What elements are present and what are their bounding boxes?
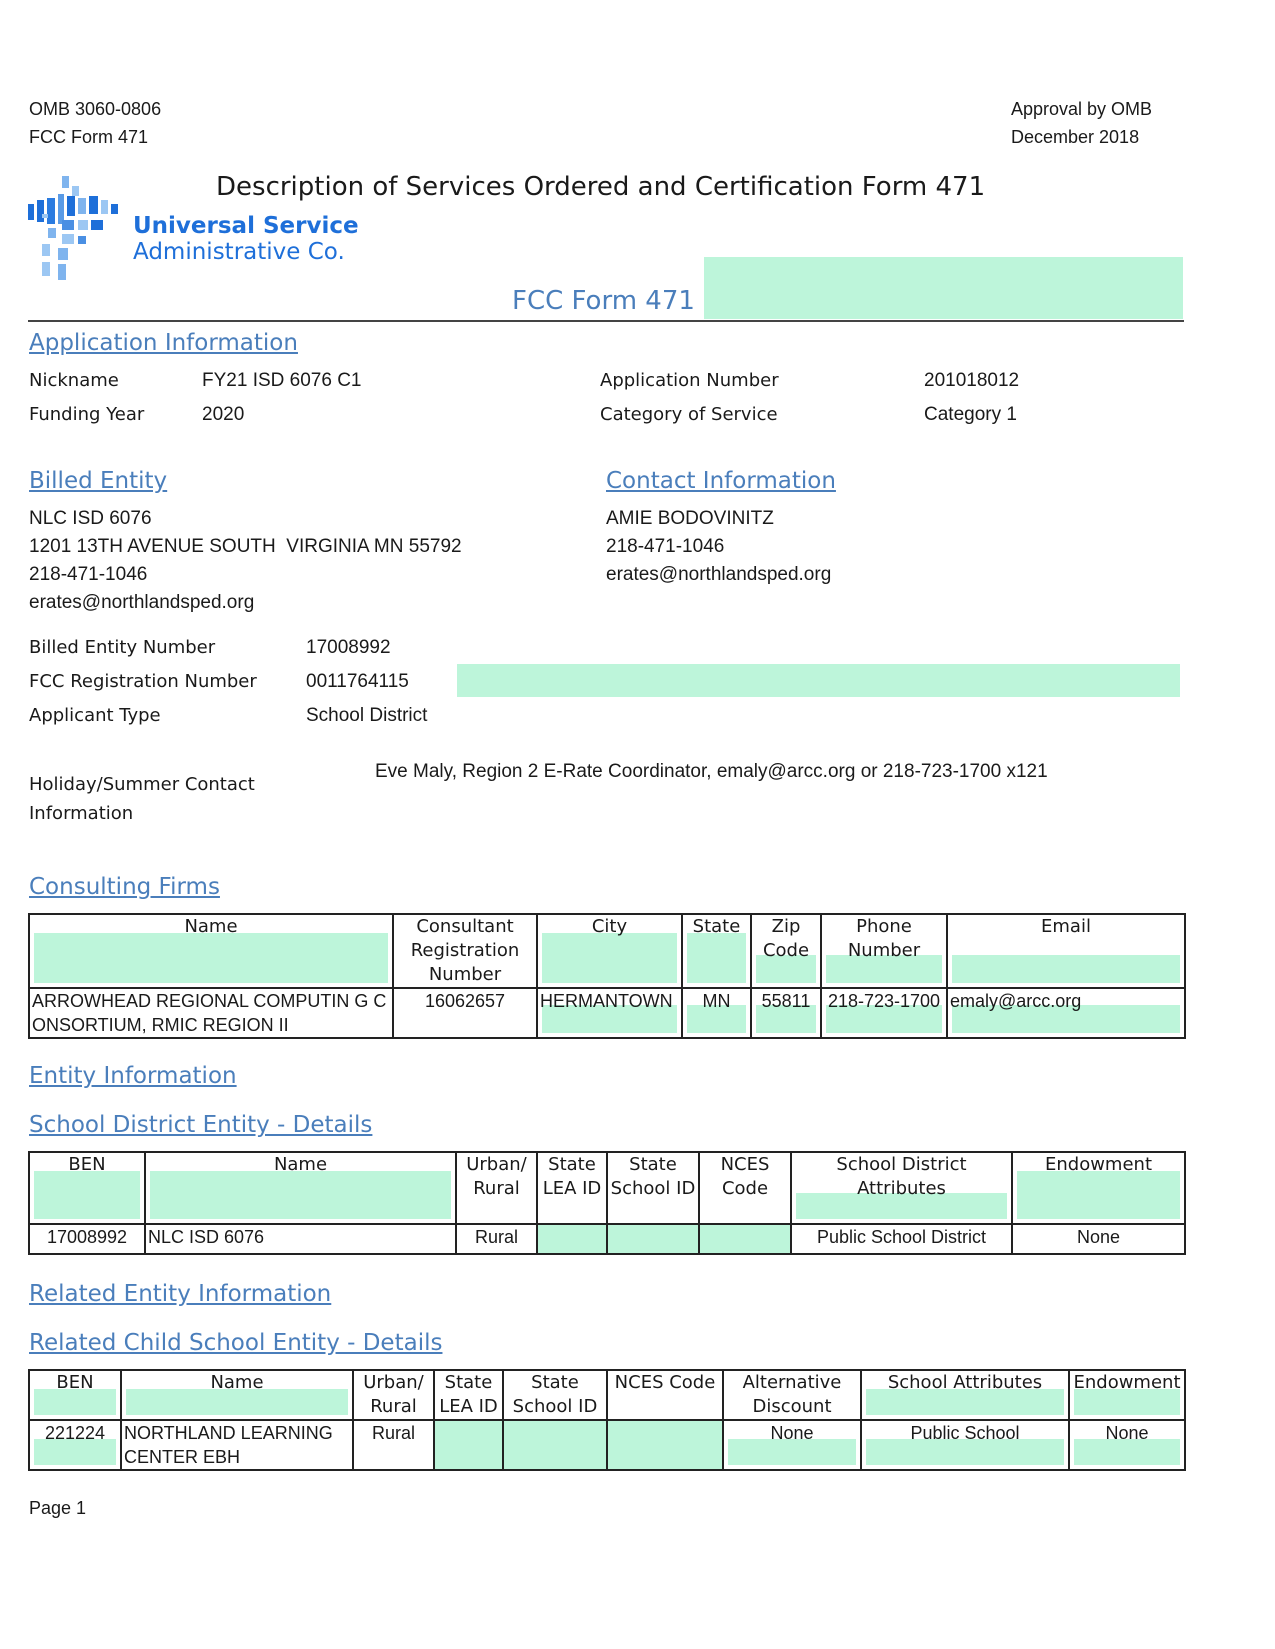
col-header-name: Name <box>29 914 393 988</box>
nickname-value: FY21 ISD 6076 C1 <box>202 370 362 391</box>
col-header-state: State <box>682 914 751 988</box>
entity-nces <box>699 1224 791 1254</box>
usac-logo-icon <box>28 176 120 280</box>
ben-value: 17008992 <box>306 637 391 658</box>
related-child-heading: Related Child School Entity - Details <box>29 1330 443 1356</box>
billed-entity-name: NLC ISD 6076 <box>29 508 152 529</box>
form-number: FCC Form 471 <box>29 127 149 147</box>
application-number-label: Application Number <box>600 370 779 391</box>
contact-heading: Contact Information <box>606 468 836 494</box>
col-header-name: Name <box>121 1370 353 1420</box>
col-header-attributes: School District Attributes <box>791 1152 1012 1224</box>
col-header-lea: State LEA ID <box>434 1370 503 1420</box>
col-header-email: Email <box>947 914 1185 988</box>
consultant-zip: 55811 <box>751 988 821 1038</box>
category-label: Category of Service <box>600 404 778 425</box>
page-title: Description of Services Ordered and Certification Form 471 <box>216 172 986 202</box>
related-heading: Related Entity Information <box>29 1281 332 1307</box>
applicant-type-label: Applicant Type <box>29 705 161 726</box>
consultant-reg: 16062657 <box>393 988 537 1038</box>
holiday-label-line2: Information <box>29 803 134 824</box>
related-ben: 221224 <box>29 1420 121 1470</box>
application-number-value: 201018012 <box>924 370 1020 391</box>
holiday-value: Eve Maly, Region 2 E-Rate Coordinator, emaly@arcc.org or 218-723-1700 x121 <box>375 761 1048 782</box>
applicant-type-value: School District <box>306 705 428 726</box>
nickname-label: Nickname <box>29 370 119 391</box>
logo-text-line2: Administrative Co. <box>133 239 345 265</box>
col-header-nces: NCES Code <box>699 1152 791 1224</box>
related-endowment: None <box>1069 1420 1185 1470</box>
consultant-state: MN <box>682 988 751 1038</box>
related-lea <box>434 1420 503 1470</box>
approval-date: December 2018 <box>1011 127 1140 147</box>
school-district-table <box>28 1151 1186 1255</box>
contact-email: erates@northlandsped.org <box>606 564 832 585</box>
form-subtitle: FCC Form 471 <box>512 286 695 316</box>
col-header-lea: State LEA ID <box>537 1152 607 1224</box>
entity-ben: 17008992 <box>29 1224 145 1254</box>
consultant-name: ARROWHEAD REGIONAL COMPUTIN G CONSORTIUM, RMIC REGION II <box>29 988 393 1038</box>
school-district-heading: School District Entity - Details <box>29 1112 373 1138</box>
consultant-city: HERMANTOWN <box>537 988 682 1038</box>
billed-entity-heading: Billed Entity <box>29 468 168 494</box>
col-header-school-id: State School ID <box>607 1152 699 1224</box>
billed-entity-email: erates@northlandsped.org <box>29 592 255 613</box>
fcc-reg-label: FCC Registration Number <box>29 671 257 692</box>
entity-school-id <box>607 1224 699 1254</box>
table-row <box>29 1224 1185 1254</box>
entity-attributes: Public School District <box>791 1224 1012 1254</box>
application-heading: Application Information <box>29 330 298 356</box>
consultant-phone: 218-723-1700 <box>821 988 947 1038</box>
col-header-ben: BEN <box>29 1152 145 1224</box>
table-row <box>29 988 1185 1038</box>
divider <box>28 320 1184 322</box>
consulting-table <box>28 913 1186 1039</box>
consulting-heading: Consulting Firms <box>29 874 220 900</box>
approval-label: Approval by OMB <box>1011 99 1153 119</box>
consultant-email: emaly@arcc.org <box>947 988 1185 1038</box>
logo-text-line1: Universal Service <box>133 213 359 239</box>
col-header-endowment: Endowment <box>1012 1152 1185 1224</box>
entity-heading: Entity Information <box>29 1063 237 1089</box>
col-header-attributes: School Attributes <box>861 1370 1069 1420</box>
col-header-phone: Phone Number <box>821 914 947 988</box>
col-header-discount: Alternative Discount <box>723 1370 861 1420</box>
col-header-name: Name <box>145 1152 456 1224</box>
entity-name: NLC ISD 6076 <box>145 1224 456 1254</box>
col-header-zip: Zip Code <box>751 914 821 988</box>
col-header-nces: NCES Code <box>607 1370 723 1420</box>
related-nces <box>607 1420 723 1470</box>
col-header-urban-rural: Urban/ Rural <box>353 1370 434 1420</box>
related-school-id <box>503 1420 607 1470</box>
contact-name: AMIE BODOVINITZ <box>606 508 774 529</box>
page-number: Page 1 <box>29 1498 87 1518</box>
entity-urban-rural: Rural <box>456 1224 537 1254</box>
col-header-reg: Consultant Registration Number <box>393 914 537 988</box>
col-header-endowment: Endowment <box>1069 1370 1185 1420</box>
contact-phone: 218-471-1046 <box>606 536 725 557</box>
holiday-label-line1: Holiday/Summer Contact <box>29 774 255 795</box>
col-header-urban-rural: Urban/ Rural <box>456 1152 537 1224</box>
billed-entity-address: 1201 13TH AVENUE SOUTH VIRGINIA MN 55792 <box>29 536 462 557</box>
highlight-redaction <box>704 257 1183 319</box>
ben-label: Billed Entity Number <box>29 637 216 658</box>
entity-endowment: None <box>1012 1224 1185 1254</box>
related-child-table <box>28 1369 1186 1471</box>
related-name: NORTHLAND LEARNING CENTER EBH <box>121 1420 353 1470</box>
omb-number: OMB 3060-0806 <box>29 99 162 119</box>
funding-year-value: 2020 <box>202 404 245 425</box>
col-header-ben: BEN <box>29 1370 121 1420</box>
category-value: Category 1 <box>924 404 1017 425</box>
table-row <box>29 1420 1185 1470</box>
related-attributes: Public School <box>861 1420 1069 1470</box>
funding-year-label: Funding Year <box>29 404 145 425</box>
related-urban-rural: Rural <box>353 1420 434 1470</box>
fcc-reg-value: 0011764115 <box>306 671 409 692</box>
entity-lea <box>537 1224 607 1254</box>
col-header-city: City <box>537 914 682 988</box>
col-header-school-id: State School ID <box>503 1370 607 1420</box>
billed-entity-phone: 218-471-1046 <box>29 564 148 585</box>
related-discount: None <box>723 1420 861 1470</box>
highlight-redaction <box>457 664 1180 697</box>
